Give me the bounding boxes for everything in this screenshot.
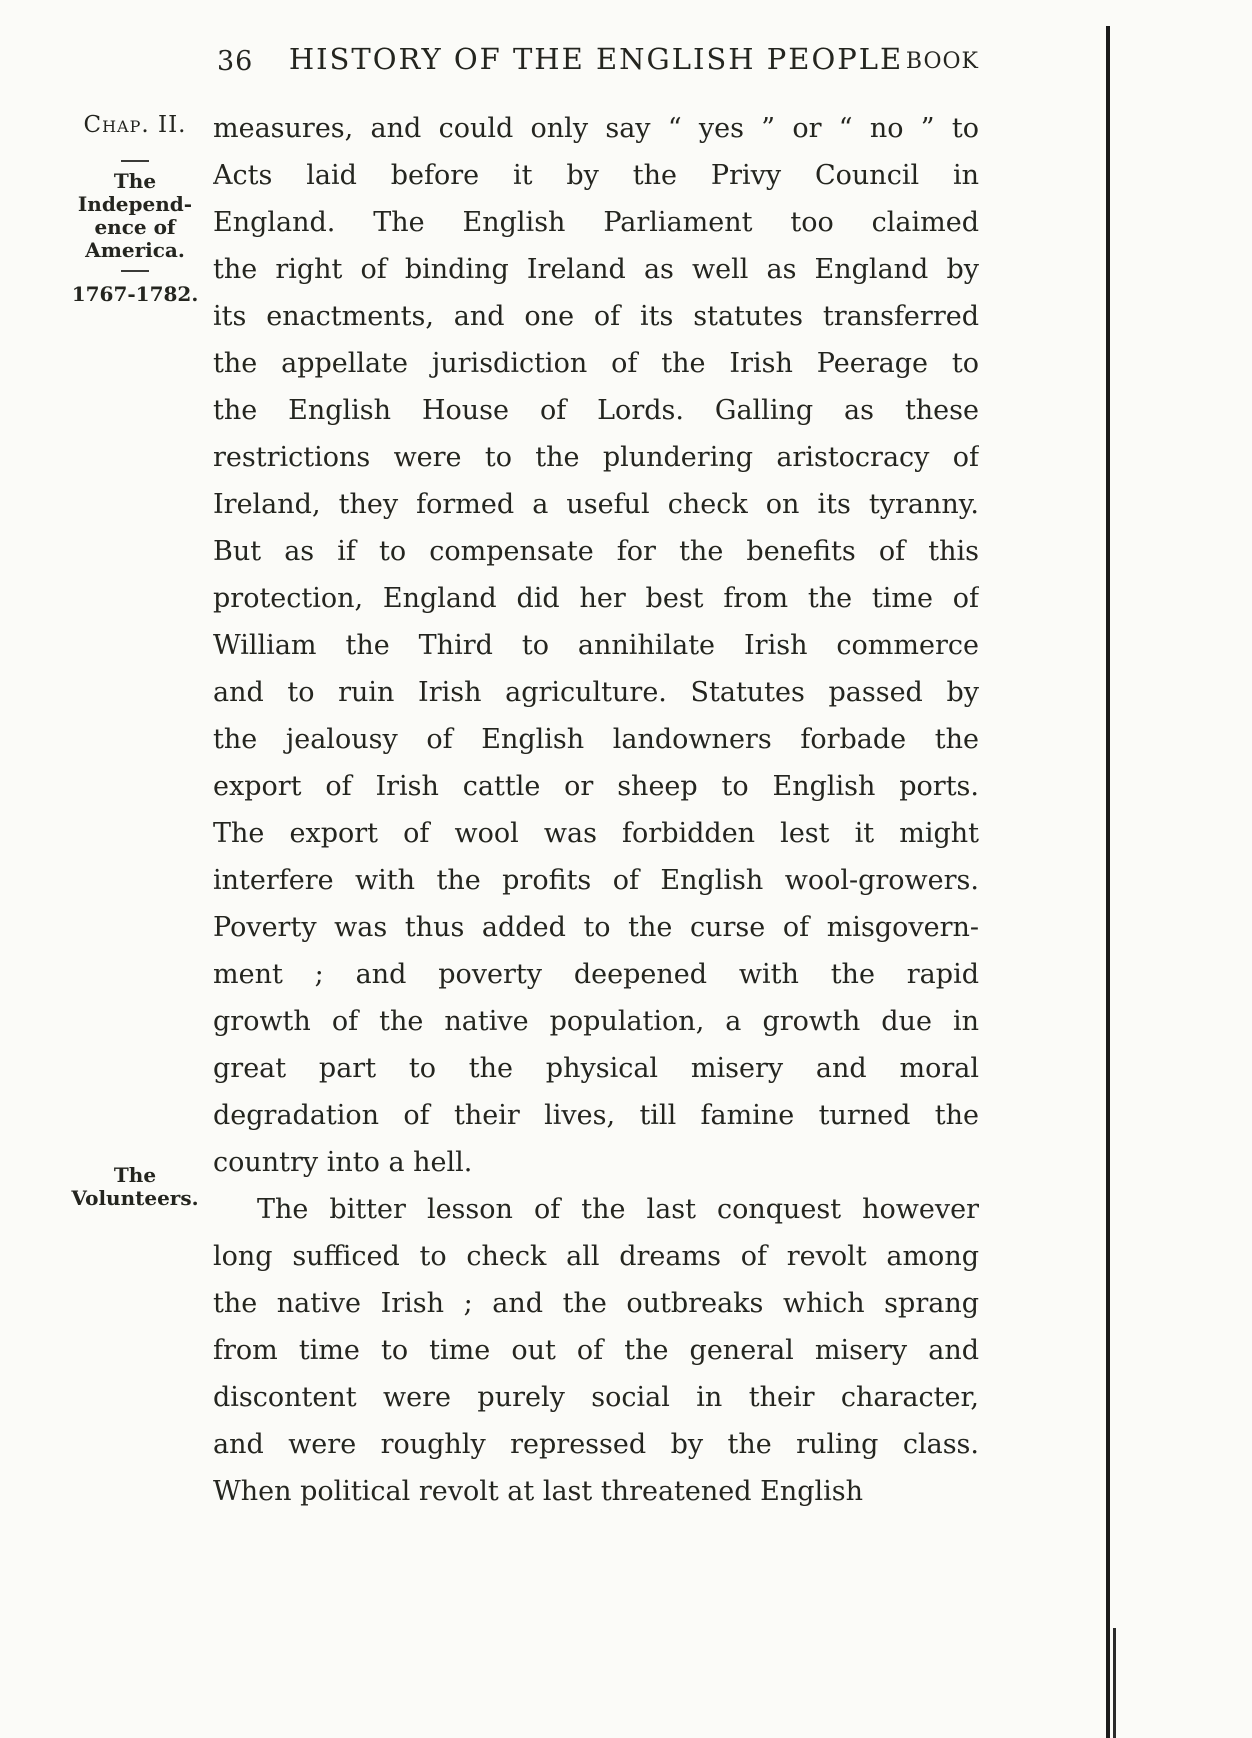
text-line: Ireland, they formed a useful check on its tyranny. bbox=[213, 489, 979, 520]
page-edge-line-bottom bbox=[1113, 1628, 1116, 1738]
text-line: the native Irish ; and the outbreaks which sprang bbox=[213, 1288, 979, 1319]
text-line: interfere with the profits of English wool-growers. bbox=[213, 865, 979, 896]
page-edge-line bbox=[1106, 26, 1110, 1738]
text-line: Acts laid before it by the Privy Council in bbox=[213, 160, 979, 191]
margin-rule bbox=[121, 270, 149, 272]
text-line: The bitter lesson of the last conquest however bbox=[257, 1194, 979, 1225]
text-line: Independ- bbox=[77, 193, 193, 216]
text-line: Volunteers. bbox=[71, 1187, 199, 1210]
text-line: the right of binding Ireland as well as England by bbox=[213, 254, 979, 285]
text-line: growth of the native population, a growth due in bbox=[213, 1006, 979, 1037]
text-line: Poverty was thus added to the curse of misgovern- bbox=[213, 912, 979, 943]
body-text bbox=[213, 106, 979, 1516]
text-line: America. bbox=[85, 239, 185, 262]
text-line: the appellate jurisdiction of the Irish Peerage to bbox=[213, 348, 979, 379]
independence-note bbox=[60, 170, 210, 262]
text-line: from time to time out of the general misery and bbox=[213, 1335, 979, 1366]
text-line: the English House of Lords. Galling as these bbox=[213, 395, 979, 426]
text-line: discontent were purely social in their character, bbox=[213, 1382, 979, 1413]
text-line: The bbox=[113, 1164, 157, 1187]
chapter-note: Chap. II. bbox=[83, 112, 187, 138]
text-line: and to ruin Irish agriculture. Statutes passed by bbox=[213, 677, 979, 708]
text-line: degradation of their lives, till famine turned the bbox=[213, 1100, 979, 1131]
paragraph-volunteers bbox=[213, 1187, 979, 1516]
text-line: The export of wool was forbidden lest it might bbox=[213, 818, 979, 849]
text-line: export of Irish cattle or sheep to English ports. bbox=[213, 771, 979, 802]
text-line: But as if to compensate for the benefits of this bbox=[213, 536, 979, 567]
book-label: BOOK bbox=[905, 49, 979, 74]
text-line: ence of bbox=[94, 216, 176, 239]
text-line: long sufficed to check all dreams of revolt among bbox=[213, 1241, 979, 1272]
text-line: its enactments, and one of its statutes transferred bbox=[213, 301, 979, 332]
text-line: country into a hell. bbox=[213, 1147, 473, 1178]
text-line: measures, and could only say “ yes ” or “ no ” to bbox=[213, 113, 979, 144]
margin-rule bbox=[121, 160, 149, 162]
running-title: HISTORY OF THE ENGLISH PEOPLE bbox=[288, 42, 904, 76]
paragraph-independence bbox=[213, 106, 979, 1187]
text-line: The bbox=[113, 170, 157, 193]
text-line: When political revolt at last threatened English bbox=[213, 1476, 864, 1507]
volunteers-note bbox=[60, 1164, 210, 1210]
dates-note: 1767-1782. bbox=[71, 282, 199, 306]
running-header bbox=[213, 42, 979, 80]
text-line: William the Third to annihilate Irish commerce bbox=[213, 630, 979, 661]
page-number: 36 bbox=[217, 46, 254, 77]
text-line: and were roughly repressed by the ruling class. bbox=[213, 1429, 979, 1460]
text-line: England. The English Parliament too claimed bbox=[213, 207, 979, 238]
text-line: ment ; and poverty deepened with the rapid bbox=[213, 959, 979, 990]
text-line: the jealousy of English landowners forbade the bbox=[213, 724, 979, 755]
text-line: great part to the physical misery and moral bbox=[213, 1053, 979, 1084]
text-line: protection, England did her best from the time of bbox=[213, 583, 979, 614]
text-line: restrictions were to the plundering aristocracy of bbox=[213, 442, 979, 473]
margin-notes bbox=[60, 0, 210, 1738]
